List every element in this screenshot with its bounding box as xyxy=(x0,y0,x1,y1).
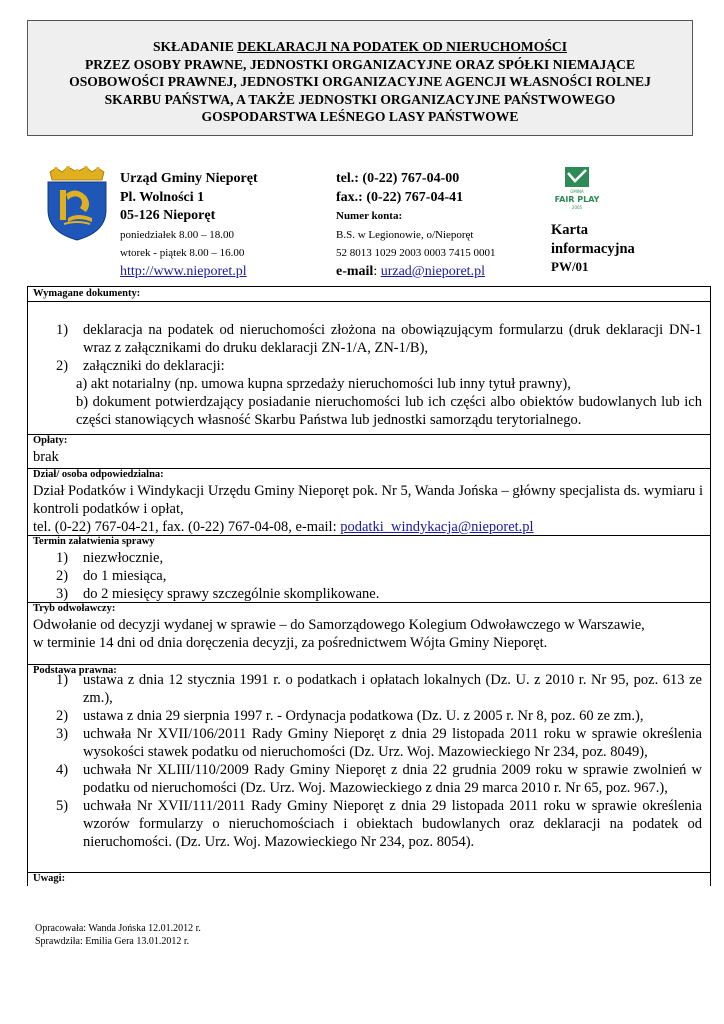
appeal-text: Odwołanie od decyzji wydanej w sprawie – do Samorządowego Kolegium Odwoławczego w Warszawie, w terminie 14 dni od dnia doręczenia decyzji, za pośrednictwem Wójta Gminy Nieporęt. xyxy=(33,617,645,651)
docs-list xyxy=(56,321,702,429)
list-item: 2) do 1 miesiąca, xyxy=(56,568,167,584)
office-hours-2: wtorek - piątek 8.00 – 16.00 xyxy=(120,247,245,259)
office-city: 05-126 Nieporęt xyxy=(120,208,216,223)
svg-text:GMINA: GMINA xyxy=(570,189,584,194)
list-item: 4) uchwała Nr XLIII/110/2009 Rady Gminy Nieporęt z dnia 22 grudnia 2009 roku w sprawie zwolnień w podatku od nieruchomości (Dz. Urz. Woj. Mazowieckiego z dnia 29 marca 2010 r. Nr 65, poz. 967.), xyxy=(56,762,702,796)
info-table xyxy=(27,286,711,886)
dept-email-link[interactable]: podatki_windykacja@nieporet.pl xyxy=(340,519,534,535)
list-item: 2) załączniki do deklaracji: xyxy=(56,358,225,374)
card-label: Karta xyxy=(551,222,589,238)
list-item: 5) uchwała Nr XVII/111/2011 Rady Gminy Nieporęt z dnia 29 listopada 2011 roku w sprawie określenia wzorów formularzy o nieruchomościach i obiektach budowlanych oraz deklaracji na podatek od nieruchomości. (Dz. Urz. Woj. Mazowieckiego Nr 234, poz. 8054). xyxy=(56,798,702,850)
card-info xyxy=(551,221,635,277)
section-header-legal: Podstawa prawna: xyxy=(33,665,117,676)
section-header-fees: Opłaty: xyxy=(33,435,68,446)
card-code: PW/01 xyxy=(551,259,589,274)
list-item: 1) ustawa z dnia 12 stycznia 1991 r. o podatkach i opłatach lokalnych (Dz. U. z 2010 r. Nr 95, poz. 613 ze zm.), xyxy=(56,672,702,706)
list-item: 1) niezwłocznie, xyxy=(56,550,164,566)
section-header-notes: Uwagi: xyxy=(33,873,66,884)
prepared-by: Opracowała: Wanda Jońska 12.01.2012 r. xyxy=(35,923,201,934)
fees-value: brak xyxy=(33,449,59,465)
legal-list xyxy=(56,671,702,851)
coat-of-arms-icon xyxy=(46,166,108,241)
email-link[interactable]: urzad@nieporet.pl xyxy=(380,263,485,279)
fax: fax.: (0-22) 767-04-41 xyxy=(336,189,464,205)
deadline-list xyxy=(56,549,702,603)
section-header-docs: Wymagane dokumenty: xyxy=(33,288,141,299)
divider xyxy=(28,301,710,302)
office-hours-1: poniedziałek 8.00 – 18.00 xyxy=(120,228,234,241)
footer xyxy=(35,922,201,948)
section-header-appeal: Tryb odwoławczy: xyxy=(33,603,116,614)
title-line-1: SKŁADANIE DEKLARACJI NA PODATEK OD NIERUCHOMOŚCI xyxy=(152,39,568,54)
office-street: Pl. Wolności 1 xyxy=(120,189,205,205)
title-line-4: SKARBU PAŃSTWA, A TAKŻE JEDNOSTKI ORGANIZACYJNE PAŃSTWOWEGO xyxy=(104,91,616,107)
section-header-dept: Dział/ osoba odpowiedzialna: xyxy=(33,469,164,480)
title-line-5: GOSPODARSTWA LEŚNEGO LASY PAŃSTWOWE xyxy=(201,109,519,125)
email-line: e-mail: urzad@nieporet.pl xyxy=(336,263,485,279)
dept-text: Dział Podatków i Windykacji Urzędu Gminy Nieporęt pok. Nr 5, Wanda Jońska – główny specjalista ds. wymiaru i kontroli podatków i opłat, tel. (0-22) 767-04-21, fax. (0-22) 767-04-08, e-mail: podatki_windykacja@nieporet.pl xyxy=(33,483,703,535)
fair-play-logo-icon xyxy=(553,166,601,214)
svg-text:2005: 2005 xyxy=(571,205,583,210)
office-name: Urząd Gminy Nieporęt xyxy=(120,171,258,186)
list-item: 2) ustawa z dnia 29 sierpnia 1997 r. - Ordynacja podatkowa (Dz. U. z 2005 r. Nr 8, poz. 60 ze zm.), xyxy=(56,708,644,724)
list-item: 1) deklaracja na podatek od nieruchomości złożona na obowiązującym formularzu (druk deklaracji DN-1 wraz z załącznikami do druku deklaracji ZN-1/A, ZN-1/B), xyxy=(56,322,702,356)
list-item: 3) do 2 miesięcy sprawy szczególnie skomplikowane. xyxy=(56,586,380,602)
bank-name: B.S. w Legionowie, o/Nieporęt xyxy=(336,228,474,241)
checked-by: Sprawdziła: Emilia Gera 13.01.2012 r. xyxy=(35,936,190,947)
office-info xyxy=(120,170,258,281)
title-line-2: PRZEZ OSOBY PRAWNE, JEDNOSTKI ORGANIZACYJNE ORAZ SPÓŁKI NIEMAJĄCE xyxy=(84,56,636,72)
section-header-deadline: Termin załatwienia sprawy xyxy=(33,536,155,547)
website-link[interactable]: http://www.nieporet.pl xyxy=(120,263,247,279)
list-subitem: b) dokument potwierdzający posiadanie nieruchomości lub ich części albo obiektów budowlanych lub ich części stanowiących własność Skarbu Państwa lub jednostki samorządu terytorialnego. xyxy=(76,394,702,428)
contact-info xyxy=(336,170,496,281)
list-subitem: a) akt notarialny (np. umowa kupna sprzedaży nieruchomości lub inny tytuł prawny), xyxy=(76,376,571,392)
document-title xyxy=(27,20,693,136)
title-line-3: OSOBOWOŚCI PRAWNEJ, JEDNOSTKI ORGANIZACYJNE AGENCJI WŁASNOŚCI ROLNEJ xyxy=(69,74,651,90)
card-label-2: informacyjna xyxy=(551,240,635,257)
account-number: 52 8013 1029 2003 0003 7415 0001 xyxy=(336,247,496,259)
phone: tel.: (0-22) 767-04-00 xyxy=(336,171,460,186)
svg-text:FAIR PLAY: FAIR PLAY xyxy=(554,195,600,204)
list-item: 3) uchwała Nr XVII/106/2011 Rady Gminy Nieporęt z dnia 29 listopada 2011 roku w sprawie określenia wysokości stawek podatku od nieruchomości (Dz. Urz. Woj. Mazowieckiego Nr 234, poz. 8049), xyxy=(56,726,702,760)
account-label: Numer konta: xyxy=(336,210,403,222)
